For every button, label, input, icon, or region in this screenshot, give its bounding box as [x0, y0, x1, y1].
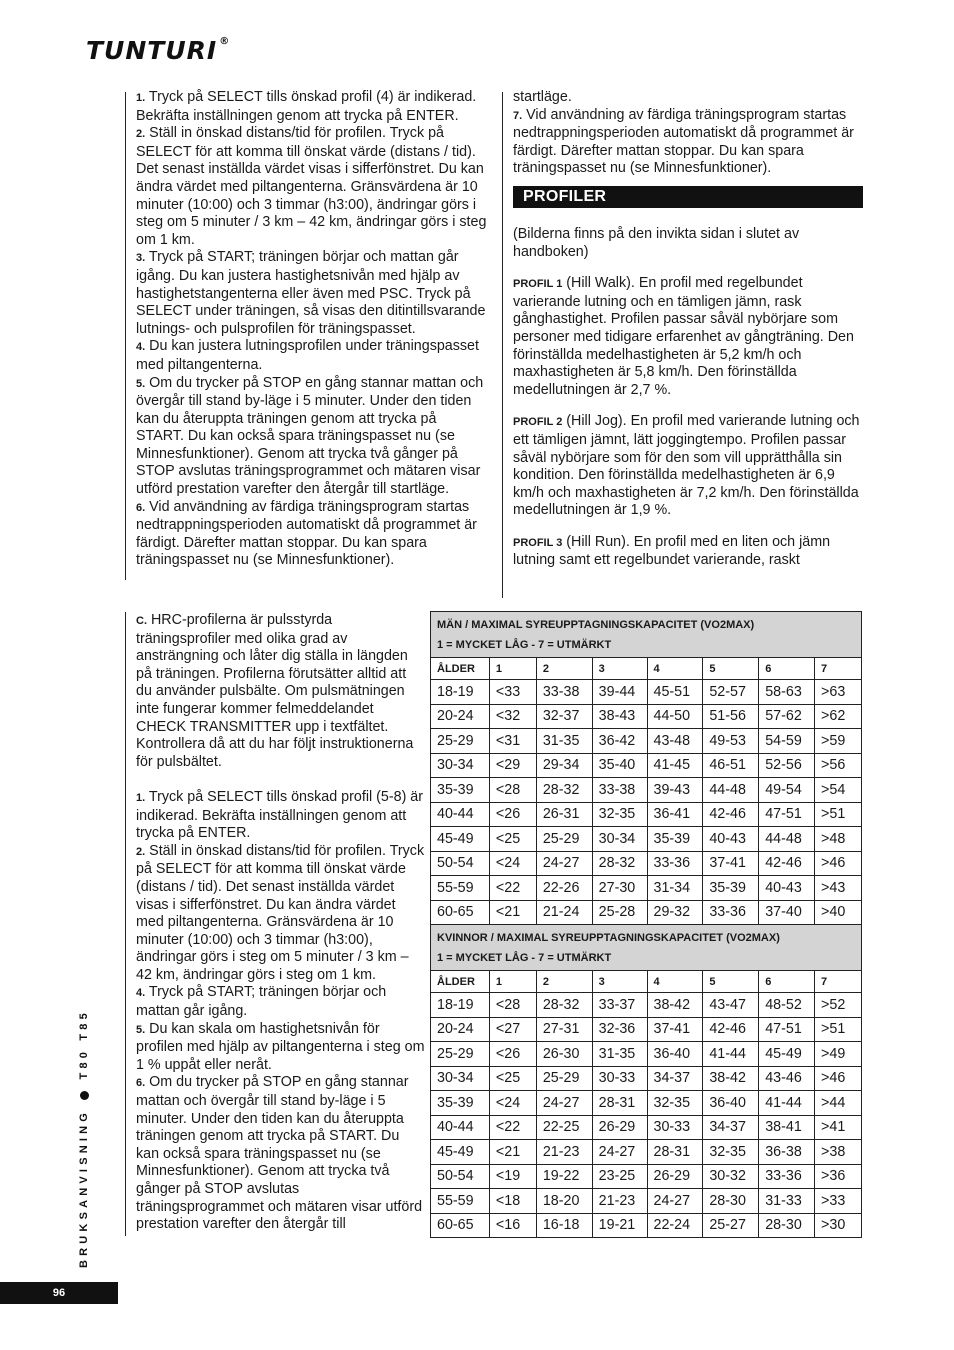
column-header: 3 [592, 658, 647, 680]
value-cell: 23-25 [592, 1164, 647, 1189]
value-cell: <24 [489, 1091, 536, 1116]
women-table-header [431, 925, 862, 971]
column-header: ÅLDER [431, 971, 490, 993]
value-cell: >51 [815, 802, 862, 827]
value-cell: 41-44 [703, 1042, 759, 1067]
value-cell: 22-26 [536, 876, 592, 901]
value-cell: >56 [815, 753, 862, 778]
age-cell: 40-44 [431, 1115, 490, 1140]
column-header: 3 [592, 971, 647, 993]
value-cell: 35-39 [703, 876, 759, 901]
value-cell: <19 [489, 1164, 536, 1189]
age-cell: 50-54 [431, 1164, 490, 1189]
value-cell: 41-44 [759, 1091, 815, 1116]
value-cell: 36-38 [759, 1140, 815, 1165]
value-cell: 22-24 [647, 1213, 703, 1238]
age-cell: 60-65 [431, 900, 490, 925]
column-header: 6 [759, 658, 815, 680]
value-cell: 38-43 [592, 704, 647, 729]
men-table-title: MÄN / MAXIMAL SYREUPPTAGNINGSKAPACITET (VO2MAX) 1 = MYCKET LÅG - 7 = UTMÄRKT [431, 612, 862, 658]
value-cell: 36-42 [592, 729, 647, 754]
column-header: 5 [703, 971, 759, 993]
value-cell: <28 [489, 993, 536, 1018]
value-cell: >49 [815, 1042, 862, 1067]
page-number: 96 [0, 1282, 118, 1304]
age-cell: 25-29 [431, 729, 490, 754]
step-2: 2. Ställ in önskad distans/tid för profilen. Tryck på SELECT för att komma till önskat värde (distans / tid). Det senast inställda värdet visas i sifferfönstret. Du kan ändra värdet med piltangenterna. Gränsvärdena är 10 minuter (10:00) och 3 timmar (h3:00), ändringar görs i steg om 5 minuter / 3 km – 42 km, ändringar görs i steg om 1 km. [136, 125, 487, 248]
middle-rule [502, 92, 503, 598]
value-cell: 26-29 [647, 1164, 703, 1189]
value-cell: 19-21 [592, 1213, 647, 1238]
value-cell: 28-30 [703, 1189, 759, 1214]
value-cell: >52 [815, 993, 862, 1018]
value-cell: 42-46 [703, 802, 759, 827]
table-row [431, 1042, 862, 1067]
value-cell: 31-35 [536, 729, 592, 754]
value-cell: 33-38 [536, 680, 592, 705]
table-row [431, 778, 862, 803]
value-cell: >46 [815, 851, 862, 876]
men-table-header [431, 612, 862, 658]
value-cell: <18 [489, 1189, 536, 1214]
value-cell: 42-46 [759, 851, 815, 876]
value-cell: 22-25 [536, 1115, 592, 1140]
left-margin-rule-lower [125, 612, 126, 1236]
value-cell: 31-35 [592, 1042, 647, 1067]
age-cell: 25-29 [431, 1042, 490, 1067]
age-cell: 18-19 [431, 993, 490, 1018]
column-header: 1 [489, 658, 536, 680]
value-cell: >51 [815, 1017, 862, 1042]
value-cell: 27-30 [592, 876, 647, 901]
age-cell: 35-39 [431, 778, 490, 803]
value-cell: 31-34 [647, 876, 703, 901]
value-cell: <27 [489, 1017, 536, 1042]
left-margin-rule [125, 92, 126, 580]
value-cell: 52-56 [759, 753, 815, 778]
value-cell: 30-33 [647, 1115, 703, 1140]
value-cell: 40-43 [759, 876, 815, 901]
value-cell: >46 [815, 1066, 862, 1091]
profiles-intro: (Bilderna finns på den invikta sidan i slutet av handboken) [513, 225, 800, 260]
value-cell: 39-43 [647, 778, 703, 803]
value-cell: 21-23 [592, 1189, 647, 1214]
age-cell: 18-19 [431, 680, 490, 705]
value-cell: 33-38 [592, 778, 647, 803]
value-cell: <25 [489, 827, 536, 852]
step-1: 1. Tryck på SELECT tills önskad profil (4) är indikerad. Bekräfta inställningen genom att trycka på ENTER. [136, 89, 477, 124]
value-cell: 27-31 [536, 1017, 592, 1042]
column-header: 2 [536, 658, 592, 680]
value-cell: >48 [815, 827, 862, 852]
value-cell: <24 [489, 851, 536, 876]
age-cell: 45-49 [431, 827, 490, 852]
value-cell: <29 [489, 753, 536, 778]
value-cell: 30-33 [592, 1066, 647, 1091]
column-header: 6 [759, 971, 815, 993]
column-header: 5 [703, 658, 759, 680]
age-cell: 55-59 [431, 876, 490, 901]
profile-2: PROFIL 2 (Hill Jog). En profil med varierande lutning och ett tämligen jämnt, lätt joggingtempo. Profilen passar såväl nybörjare som för den som vill upprätthålla sin kondition. Den förinställda medelhastigheten är 6,9 km/h och maxhastigheten är 7,2 km/h. Den förinställda medellutningen är 1,9 %. [513, 413, 860, 519]
value-cell: 44-48 [759, 827, 815, 852]
value-cell: 32-37 [536, 704, 592, 729]
table-row [431, 1213, 862, 1238]
value-cell: 34-37 [703, 1115, 759, 1140]
value-cell: 30-34 [592, 827, 647, 852]
value-cell: 28-30 [759, 1213, 815, 1238]
value-cell: >33 [815, 1189, 862, 1214]
step-3: 3. Tryck på START; träningen börjar och mattan går igång. Du kan justera hastighetsnivån med hjälp av hastighetstangenterna eller även med PSC. Tryck på SELECT under träningen, så visas den ditintillsvarande lutnings- och pulsprofilen för träningspasset. [136, 249, 486, 337]
value-cell: 42-46 [703, 1017, 759, 1042]
value-cell: >41 [815, 1115, 862, 1140]
table-row [431, 729, 862, 754]
value-cell: 31-33 [759, 1189, 815, 1214]
table-row [431, 753, 862, 778]
bullet-dot-icon [80, 1091, 89, 1100]
table-row [431, 1140, 862, 1165]
value-cell: >59 [815, 729, 862, 754]
value-cell: 28-32 [592, 851, 647, 876]
value-cell: <32 [489, 704, 536, 729]
value-cell: <28 [489, 778, 536, 803]
value-cell: 57-62 [759, 704, 815, 729]
value-cell: 25-29 [536, 827, 592, 852]
table-row [431, 704, 862, 729]
age-cell: 55-59 [431, 1189, 490, 1214]
value-cell: 43-47 [703, 993, 759, 1018]
step-5: 5. Om du trycker på STOP en gång stannar mattan och övergår till stand by-läge i 5 minuter. Under den tiden kan du återuppta träningen genom att trycka på START. Du kan också spara träningspasset nu (se Minnesfunktioner). Genom att trycka två gånger på STOP avslutas träningsprogrammet och mätaren visar utförd prestation varefter den återgår till startläge. [136, 374, 484, 498]
women-column-headers [431, 971, 862, 993]
value-cell: 44-48 [703, 778, 759, 803]
profile-1: PROFIL 1 (Hill Walk). En profil med regelbundet varierande lutning och en tämligen jämn, rask gånghastighet. Profilen passar såväl nybörjare som personer med tidigare erfarenhet av gångträning. Den förinställda medelhastigheten är 5,2 km/h och maxhastigheten är 5,8 km/h. Den förinställda medellutningen är 2,7 %. [513, 275, 854, 398]
step-7: 7. Vid användning av färdiga träningsprogram startas nedtrappningsperioden automatiskt då programmet är färdigt. Därefter mattan stoppar. Du kan spara träningspasset nu (se Minnesfunktioner). [513, 106, 854, 177]
value-cell: 45-51 [647, 680, 703, 705]
column-header: 1 [489, 971, 536, 993]
hrc-intro: C. HRC-profilerna är pulsstyrda träningsprofiler med olika grad av ansträngning och låter dig ställa in längden på träningen. Profilerna förutsätter alltid att du använder pulsbälte. Om pulsmätningen inte fungerar kommer felmeddelandet CHECK TRANSMITTER upp i textfältet. Kontrollera då att du har följt instruktionerna för pulsbältet. [136, 612, 414, 770]
age-cell: 30-34 [431, 1066, 490, 1091]
value-cell: 47-51 [759, 802, 815, 827]
value-cell: 37-40 [759, 900, 815, 925]
value-cell: <22 [489, 876, 536, 901]
table-row [431, 1164, 862, 1189]
value-cell: 18-20 [536, 1189, 592, 1214]
table-row [431, 827, 862, 852]
value-cell: <16 [489, 1213, 536, 1238]
continuation-text: startläge. [513, 89, 572, 105]
value-cell: 28-32 [536, 778, 592, 803]
table-row [431, 1189, 862, 1214]
value-cell: 24-27 [536, 851, 592, 876]
value-cell: >62 [815, 704, 862, 729]
value-cell: 49-54 [759, 778, 815, 803]
column-header: ÅLDER [431, 658, 490, 680]
table-row [431, 1017, 862, 1042]
vo2max-table [430, 611, 862, 1238]
value-cell: 33-36 [759, 1164, 815, 1189]
value-cell: 29-32 [647, 900, 703, 925]
left-column-bottom [136, 612, 425, 1234]
age-cell: 35-39 [431, 1091, 490, 1116]
men-column-headers [431, 658, 862, 680]
value-cell: >43 [815, 876, 862, 901]
age-cell: 20-24 [431, 704, 490, 729]
age-cell: 60-65 [431, 1213, 490, 1238]
value-cell: 58-63 [759, 680, 815, 705]
value-cell: 38-42 [647, 993, 703, 1018]
right-column [513, 89, 863, 570]
value-cell: 25-27 [703, 1213, 759, 1238]
value-cell: 32-35 [703, 1140, 759, 1165]
value-cell: 26-30 [536, 1042, 592, 1067]
column-header: 7 [815, 658, 862, 680]
value-cell: 48-52 [759, 993, 815, 1018]
value-cell: 45-49 [759, 1042, 815, 1067]
column-header: 7 [815, 971, 862, 993]
value-cell: 25-28 [592, 900, 647, 925]
tunturi-logo: TUNTURI ® [86, 36, 231, 65]
value-cell: 26-31 [536, 802, 592, 827]
value-cell: 19-22 [536, 1164, 592, 1189]
value-cell: <25 [489, 1066, 536, 1091]
value-cell: 52-57 [703, 680, 759, 705]
side-running-title: BRUKSANVISNING T80 T85 [78, 1009, 90, 1268]
value-cell: 21-23 [536, 1140, 592, 1165]
value-cell: <31 [489, 729, 536, 754]
value-cell: 32-35 [592, 802, 647, 827]
value-cell: <21 [489, 1140, 536, 1165]
value-cell: 37-41 [647, 1017, 703, 1042]
value-cell: 24-27 [536, 1091, 592, 1116]
value-cell: >63 [815, 680, 862, 705]
value-cell: >44 [815, 1091, 862, 1116]
value-cell: 43-46 [759, 1066, 815, 1091]
value-cell: 43-48 [647, 729, 703, 754]
value-cell: 49-53 [703, 729, 759, 754]
step-4: 4. Du kan justera lutningsprofilen under träningspasset med piltangenterna. [136, 338, 479, 373]
value-cell: 37-41 [703, 851, 759, 876]
column-header: 4 [647, 658, 703, 680]
value-cell: <22 [489, 1115, 536, 1140]
value-cell: 46-51 [703, 753, 759, 778]
value-cell: 33-37 [592, 993, 647, 1018]
value-cell: 25-29 [536, 1066, 592, 1091]
table-row [431, 993, 862, 1018]
value-cell: 33-36 [703, 900, 759, 925]
value-cell: >40 [815, 900, 862, 925]
age-cell: 40-44 [431, 802, 490, 827]
value-cell: 28-32 [536, 993, 592, 1018]
value-cell: 26-29 [592, 1115, 647, 1140]
value-cell: 24-27 [592, 1140, 647, 1165]
value-cell: 38-41 [759, 1115, 815, 1140]
value-cell: >38 [815, 1140, 862, 1165]
value-cell: 28-31 [647, 1140, 703, 1165]
women-table-title: KVINNOR / MAXIMAL SYREUPPTAGNINGSKAPACITET (VO2MAX) 1 = MYCKET LÅG - 7 = UTMÄRKT [431, 925, 862, 971]
value-cell: 24-27 [647, 1189, 703, 1214]
value-cell: 36-40 [647, 1042, 703, 1067]
value-cell: 30-32 [703, 1164, 759, 1189]
value-cell: >36 [815, 1164, 862, 1189]
value-cell: 54-59 [759, 729, 815, 754]
hrc-step-5: 5. Du kan skala om hastighetsnivån för profilen med hjälp av piltangenterna i steg om 1 % uppåt eller neråt. [136, 1020, 425, 1073]
hrc-step-1: 1. Tryck på SELECT tills önskad profil (5-8) är indikerad. Bekräfta inställningen genom att trycka på ENTER. [136, 788, 424, 842]
table-row [431, 1115, 862, 1140]
value-cell: 21-24 [536, 900, 592, 925]
value-cell: 16-18 [536, 1213, 592, 1238]
age-cell: 30-34 [431, 753, 490, 778]
value-cell: 33-36 [647, 851, 703, 876]
value-cell: <33 [489, 680, 536, 705]
left-column-top [136, 89, 488, 570]
table-row [431, 876, 862, 901]
value-cell: 32-36 [592, 1017, 647, 1042]
value-cell: 35-40 [592, 753, 647, 778]
table-row [431, 900, 862, 925]
value-cell: 34-37 [647, 1066, 703, 1091]
value-cell: 51-56 [703, 704, 759, 729]
value-cell: 47-51 [759, 1017, 815, 1042]
section-heading-profiler: PROFILER [513, 186, 863, 208]
column-header: 4 [647, 971, 703, 993]
value-cell: >54 [815, 778, 862, 803]
value-cell: 29-34 [536, 753, 592, 778]
table-row [431, 1066, 862, 1091]
value-cell: 38-42 [703, 1066, 759, 1091]
value-cell: 39-44 [592, 680, 647, 705]
value-cell: 36-40 [703, 1091, 759, 1116]
value-cell: 41-45 [647, 753, 703, 778]
hrc-step-4: 4. Tryck på START; träningen börjar och mattan går igång. [136, 984, 387, 1020]
table-row [431, 1091, 862, 1116]
value-cell: 44-50 [647, 704, 703, 729]
table-row [431, 851, 862, 876]
value-cell: 36-41 [647, 802, 703, 827]
value-cell: <21 [489, 900, 536, 925]
value-cell: 40-43 [703, 827, 759, 852]
hrc-step-6: 6. Om du trycker på STOP en gång stannar mattan och övergår till stand by-läge i 5 minuter. Under den tiden kan du återuppta träningen genom att trycka på START. Du kan också spara träningspasset nu (se Minnesfunktioner). Genom att trycka två gånger på STOP avslutas träningsprogrammet och mätaren visar utförd prestation varefter den återgår till [136, 1074, 423, 1233]
value-cell: 28-31 [592, 1091, 647, 1116]
value-cell: 32-35 [647, 1091, 703, 1116]
age-cell: 20-24 [431, 1017, 490, 1042]
value-cell: >30 [815, 1213, 862, 1238]
value-cell: 35-39 [647, 827, 703, 852]
value-cell: <26 [489, 802, 536, 827]
profile-3: PROFIL 3 (Hill Run). En profil med en liten och jämn lutning samt ett regelbundet varierande, raskt [513, 533, 831, 569]
age-cell: 50-54 [431, 851, 490, 876]
hrc-step-2: 2. Ställ in önskad distans/tid för profilen. Tryck på SELECT för att komma till önskat värde (distans / tid). Det senast inställda värdet visas i sifferfönstret. Du kan ändra värdet med piltangenterna. Gränsvärdena är 10 minuter (10:00) och 3 timmar (h3:00), ändringar görs i steg om 5 minuter / 3 km – 42 km, ändringar görs i steg om 1 km. [136, 842, 425, 983]
value-cell: <26 [489, 1042, 536, 1067]
table-row [431, 680, 862, 705]
table-row [431, 802, 862, 827]
step-6: 6. Vid användning av färdiga träningsprogram startas nedtrappningsperioden automatiskt då programmet är färdigt. Därefter mattan stoppar. Du kan spara träningspasset nu (se Minnesfunktioner). [136, 498, 477, 569]
age-cell: 45-49 [431, 1140, 490, 1165]
column-header: 2 [536, 971, 592, 993]
